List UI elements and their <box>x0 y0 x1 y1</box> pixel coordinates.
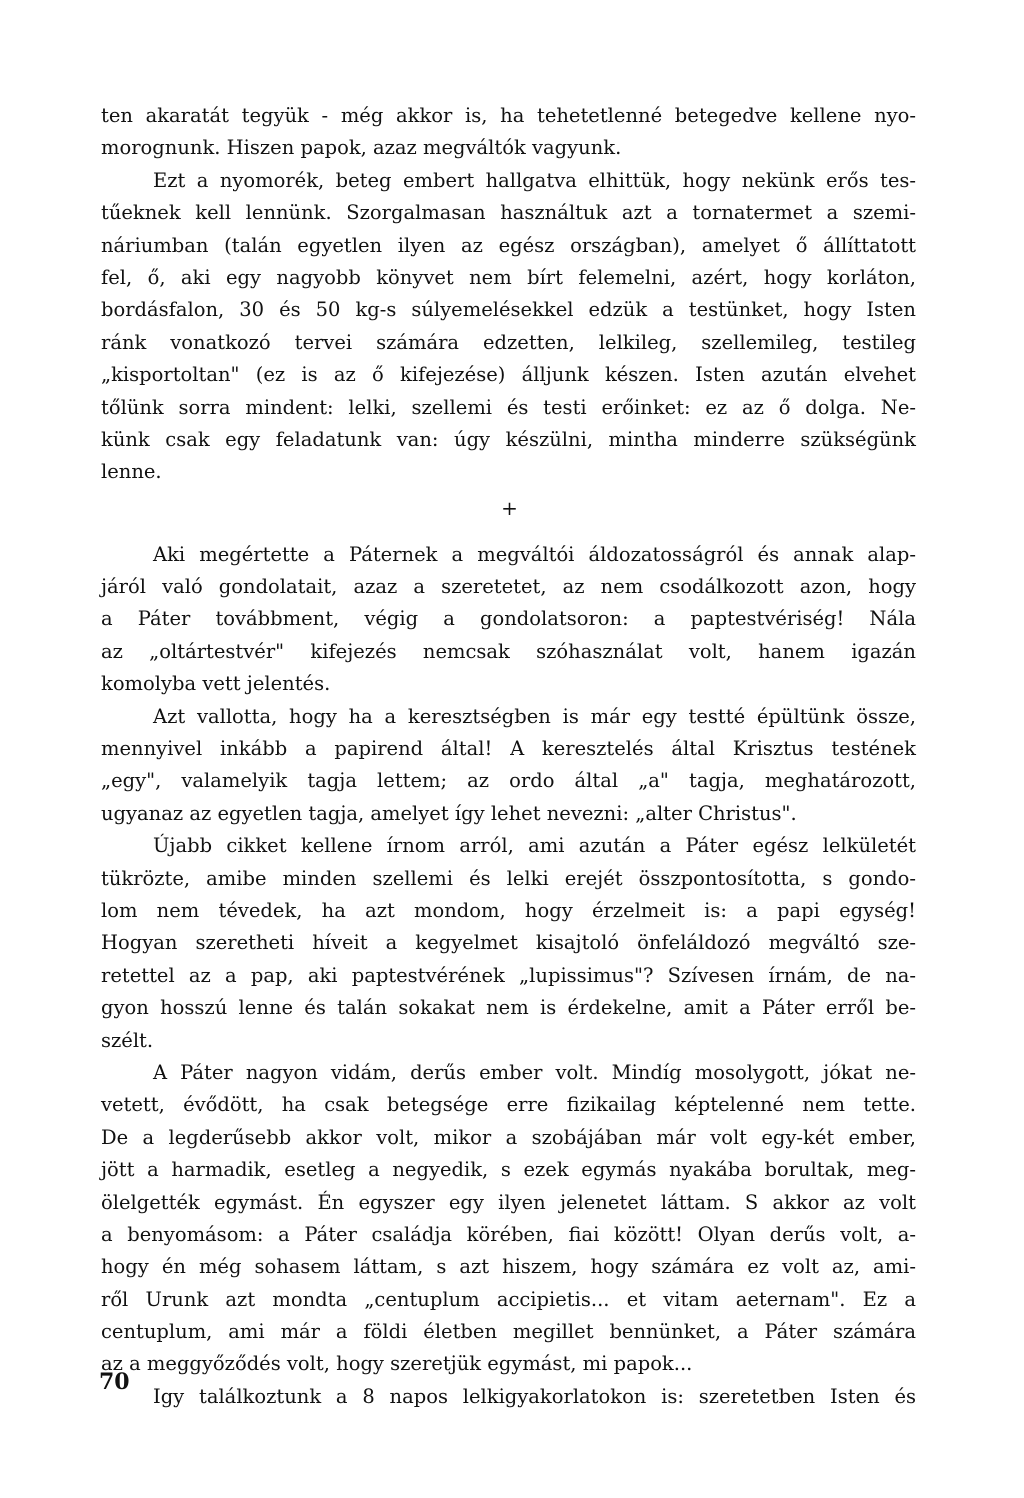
text-line: járól való gondolatait, azaz a szeretetet, az nem csodálkozott azon, hogy <box>101 575 916 599</box>
paragraph-4 <box>101 701 916 831</box>
paragraph-5 <box>101 830 916 1057</box>
text-line: ölelgették egymást. Én egyszer egy ilyen jelenetet láttam. S akkor az volt <box>101 1190 916 1214</box>
text-line: az „oltártestvér" kifejezés nemcsak szóhasználat volt, hanem igazán <box>101 639 916 663</box>
text-line: a Páter továbbment, végig a gondolatsoron: a paptestvériség! Nála <box>101 607 916 631</box>
text-line: szélt. <box>101 1028 154 1052</box>
text-line: mennyivel inkább a papirend által! A keresztelés által Krisztus testének <box>101 737 916 761</box>
text-line: vetett, évődött, ha csak betegsége erre fizikailag képtelenné nem tette. <box>101 1093 916 1117</box>
text-line: a benyomásom: a Páter családja körében, fiai között! Olyan derűs volt, a- <box>101 1222 916 1246</box>
text-line: De a legderűsebb akkor volt, mikor a szobájában már volt egy-két ember, <box>101 1125 916 1149</box>
text-line: Újabb cikket kellene írnom arról, ami azután a Páter egész lelkületét <box>153 834 916 858</box>
text-line: bordásfalon, 30 és 50 kg-s súlyemelésekkel edzük a testünket, hogy Isten <box>101 298 916 322</box>
paragraph-6 <box>101 1057 916 1381</box>
paragraph-7 <box>101 1381 916 1413</box>
text-line: retettel az a pap, aki paptestvérének „lupissimus"? Szívesen írnám, de na- <box>101 963 916 987</box>
paragraph-1 <box>101 100 916 165</box>
text-line: fel, ő, aki egy nagyobb könyvet nem bírt felemelni, azért, hogy korláton, <box>101 265 916 289</box>
text-line: Azt vallotta, hogy ha a keresztségben is már egy testté épültünk össze, <box>153 704 916 728</box>
text-line: centuplum, ami már a földi életben megillet bennünket, a Páter számára <box>101 1320 916 1344</box>
text-line: ről Urunk azt mondta „centuplum accipietis... et vitam aeternam". Ez a <box>101 1287 916 1311</box>
text-line: hogy én még sohasem láttam, s azt hiszem, hogy számára ez volt az, ami- <box>101 1255 916 1279</box>
text-line: künk csak egy feladatunk van: úgy készülni, mintha minderre szükségünk <box>101 427 916 451</box>
paragraph-2 <box>101 165 916 489</box>
text-line: náriumban (talán egyetlen ilyen az egész országban), amelyet ő állíttatott <box>101 233 916 257</box>
text-line: ugyanaz az egyetlen tagja, amelyet így lehet nevezni: „alter Christus". <box>101 801 797 825</box>
text-line: tűeknek kell lennünk. Szorgalmasan használtuk azt a tornatermet a szemi- <box>101 201 916 225</box>
text-line: ránk vonatkozó tervei számára edzetten, lelkileg, szellemileg, testileg <box>101 330 916 354</box>
text-line: Ezt a nyomorék, beteg embert hallgatva elhittük, hogy nekünk erős tes- <box>153 168 916 192</box>
text-line: „kisportoltan" (ez is az ő kifejezése) álljunk készen. Isten azután elvehet <box>101 363 916 387</box>
text-line: Aki megértette a Páternek a megváltói áldozatosságról és annak alap- <box>153 542 916 566</box>
text-line: ten akaratát tegyük - még akkor is, ha tehetetlenné betegedve kellene nyo- <box>101 104 916 127</box>
text-line: Igy találkoztunk a 8 napos lelkigyakorlatokon is: szeretetben Isten és <box>153 1384 916 1408</box>
text-line: jött a harmadik, esetleg a negyedik, s ezek egymás nyakába borultak, meg- <box>101 1158 916 1182</box>
text-line: az a meggyőződés volt, hogy szeretjük egymást, mi papok... <box>101 1352 693 1376</box>
separator-gap <box>101 527 916 539</box>
text-line: morognunk. Hiszen papok, azaz megváltók vagyunk. <box>101 136 622 160</box>
text-line: komolyba vett jelentés. <box>101 672 331 696</box>
text-line: A Páter nagyon vidám, derűs ember volt. Mindíg mosolygott, jókat ne- <box>153 1060 916 1084</box>
text-line: „egy", valamelyik tagja lettem; az ordo által „a" tagja, meghatározott, <box>101 769 916 793</box>
text-line: tőlünk sorra mindent: lelki, szellemi és testi erőinket: ez az ő dolga. Ne- <box>101 395 916 419</box>
text-line: Hogyan szeretheti híveit a kegyelmet kisajtoló önfeláldozó megváltó sze- <box>101 931 916 955</box>
page-body <box>101 100 916 1413</box>
text-line: tükrözte, amibe minden szellemi és lelki erejét összpontosította, s gondo- <box>101 866 916 890</box>
paragraph-3 <box>101 539 916 701</box>
text-line: gyon hosszú lenne és talán sokakat nem is érdekelne, amit a Páter erről be- <box>101 996 916 1020</box>
section-separator: + <box>501 495 518 520</box>
text-line: lenne. <box>101 460 162 484</box>
page-number: 70 <box>99 1369 130 1395</box>
text-line: lom nem tévedek, ha azt mondom, hogy érzelmeit is: a papi egység! <box>101 898 916 922</box>
